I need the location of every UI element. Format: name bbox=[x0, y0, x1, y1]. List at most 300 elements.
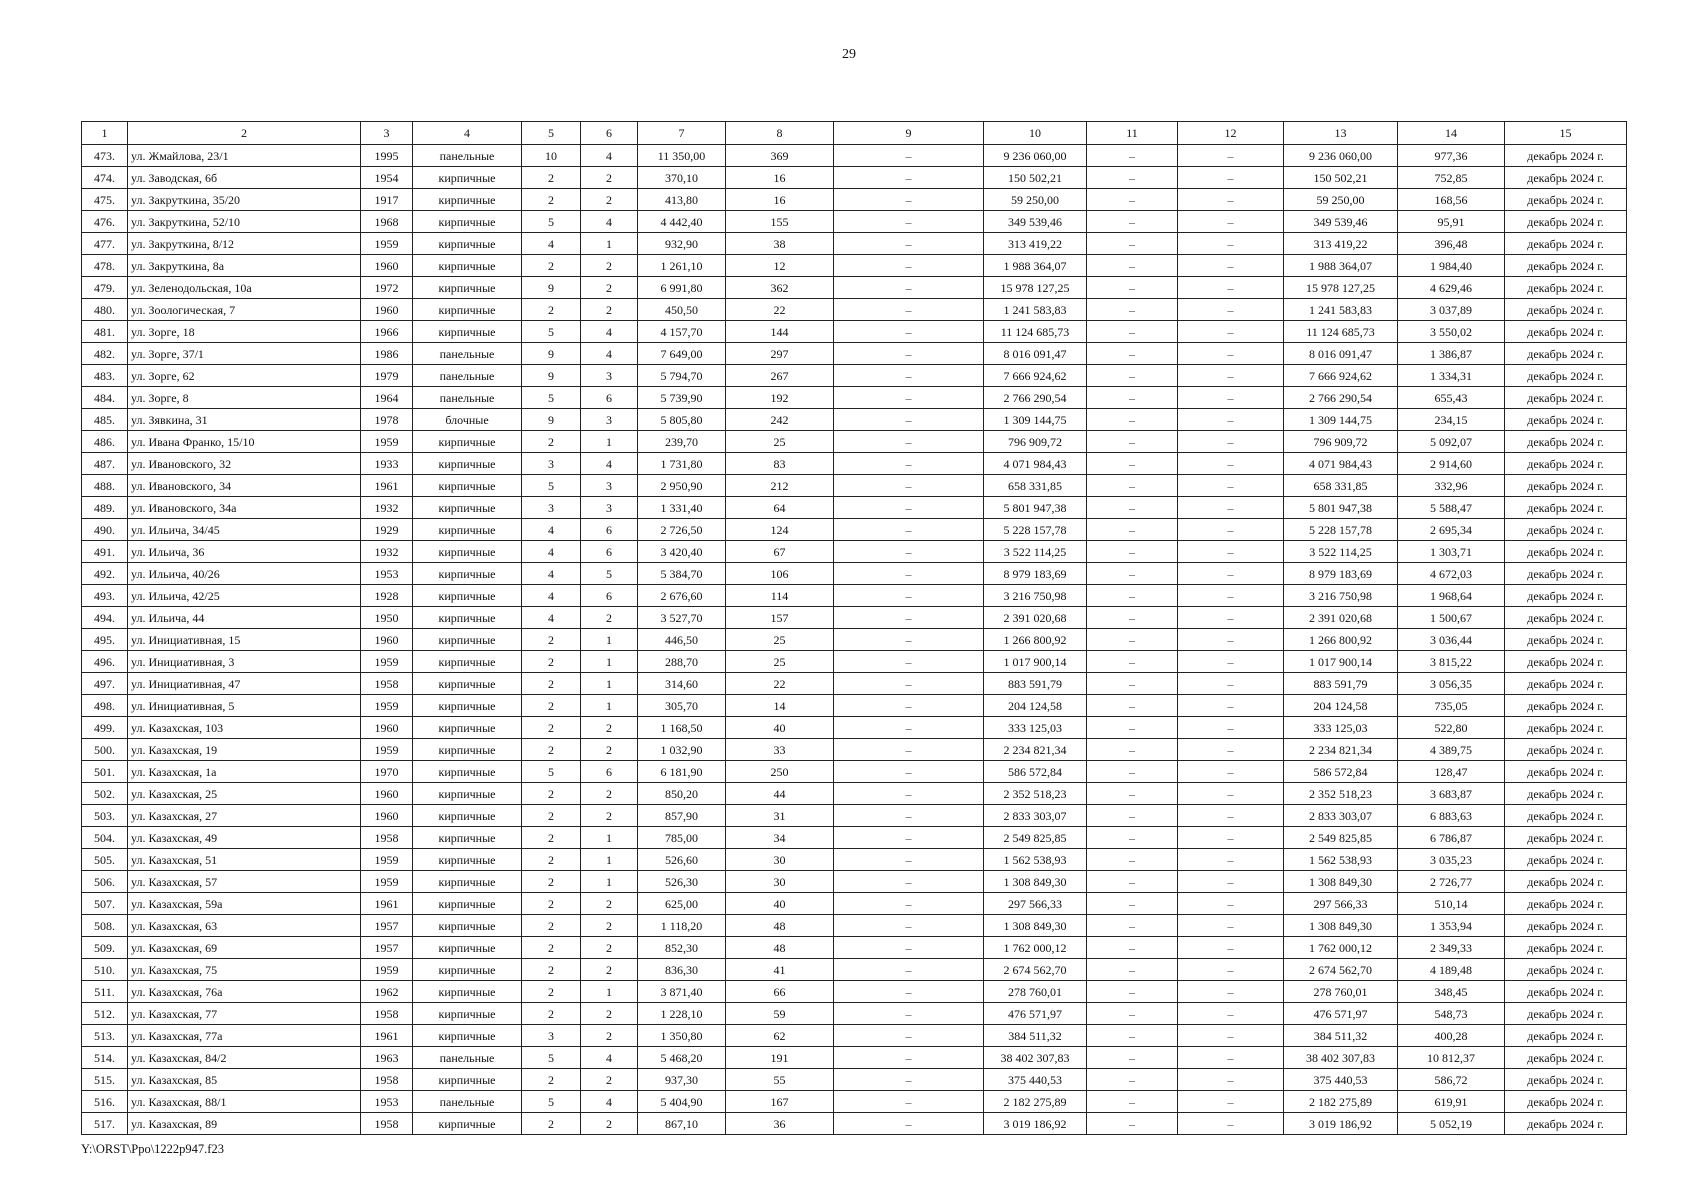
table-cell: 3 036,44 bbox=[1398, 629, 1505, 651]
table-cell: 1963 bbox=[361, 1047, 413, 1069]
table-cell: – bbox=[834, 695, 984, 717]
table-cell: 2 674 562,70 bbox=[984, 959, 1087, 981]
table-cell: 493. bbox=[82, 585, 128, 607]
table-cell: – bbox=[1178, 607, 1284, 629]
table-cell: – bbox=[834, 189, 984, 211]
table-cell: – bbox=[834, 871, 984, 893]
table-cell: 66 bbox=[726, 981, 834, 1003]
table-cell: 1959 bbox=[361, 695, 413, 717]
table-cell: 2 bbox=[581, 937, 638, 959]
table-cell: 313 419,22 bbox=[1284, 233, 1398, 255]
table-cell: 526,60 bbox=[638, 849, 726, 871]
table-cell: 4 157,70 bbox=[638, 321, 726, 343]
table-cell: 1 241 583,83 bbox=[984, 299, 1087, 321]
table-row bbox=[82, 321, 1627, 343]
table-cell: 128,47 bbox=[1398, 761, 1505, 783]
table-cell: 2 914,60 bbox=[1398, 453, 1505, 475]
table-cell: 867,10 bbox=[638, 1113, 726, 1135]
table-cell: кирпичные bbox=[413, 893, 522, 915]
table-row bbox=[82, 783, 1627, 805]
table-cell: ул. Казахская, 51 bbox=[128, 849, 361, 871]
table-cell: – bbox=[834, 497, 984, 519]
column-header: 4 bbox=[413, 122, 522, 145]
table-cell: – bbox=[1087, 233, 1178, 255]
table-cell: 5 801 947,38 bbox=[1284, 497, 1398, 519]
table-cell: 10 bbox=[522, 145, 581, 167]
table-cell: 34 bbox=[726, 827, 834, 849]
table-cell: – bbox=[1087, 871, 1178, 893]
table-cell: 212 bbox=[726, 475, 834, 497]
table-cell: – bbox=[1178, 915, 1284, 937]
table-cell: 314,60 bbox=[638, 673, 726, 695]
table-cell: 3 550,02 bbox=[1398, 321, 1505, 343]
table-cell: 2 bbox=[522, 893, 581, 915]
table-cell: 8 979 183,69 bbox=[984, 563, 1087, 585]
table-cell: 2 833 303,07 bbox=[984, 805, 1087, 827]
column-header: 2 bbox=[128, 122, 361, 145]
table-cell: декабрь 2024 г. bbox=[1505, 981, 1627, 1003]
column-header: 6 bbox=[581, 122, 638, 145]
table-cell: – bbox=[1178, 959, 1284, 981]
table-cell: кирпичные bbox=[413, 871, 522, 893]
table-cell: 38 bbox=[726, 233, 834, 255]
table-cell: – bbox=[834, 321, 984, 343]
table-cell: декабрь 2024 г. bbox=[1505, 607, 1627, 629]
table-cell: 2 bbox=[581, 189, 638, 211]
table-cell: декабрь 2024 г. bbox=[1505, 629, 1627, 651]
table-cell: 1950 bbox=[361, 607, 413, 629]
table-cell: 479. bbox=[82, 277, 128, 299]
table-cell: 5 794,70 bbox=[638, 365, 726, 387]
table-cell: – bbox=[1087, 541, 1178, 563]
table-cell: 586,72 bbox=[1398, 1069, 1505, 1091]
table-cell: 38 402 307,83 bbox=[984, 1047, 1087, 1069]
table-cell: кирпичные bbox=[413, 563, 522, 585]
table-cell: кирпичные bbox=[413, 607, 522, 629]
table-cell: 482. bbox=[82, 343, 128, 365]
table-cell: 1932 bbox=[361, 541, 413, 563]
table-cell: 1962 bbox=[361, 981, 413, 1003]
table-cell: – bbox=[1087, 299, 1178, 321]
table-cell: 3 bbox=[522, 497, 581, 519]
table-cell: кирпичные bbox=[413, 915, 522, 937]
table-cell: 6 786,87 bbox=[1398, 827, 1505, 849]
table-cell: 2 bbox=[522, 651, 581, 673]
table-row bbox=[82, 211, 1627, 233]
table-cell: – bbox=[834, 365, 984, 387]
table-cell: ул. Зорге, 62 bbox=[128, 365, 361, 387]
table-cell: 1 bbox=[581, 629, 638, 651]
table-cell: 349 539,46 bbox=[1284, 211, 1398, 233]
table-row bbox=[82, 365, 1627, 387]
table-cell: 5 404,90 bbox=[638, 1091, 726, 1113]
table-cell: 9 236 060,00 bbox=[1284, 145, 1398, 167]
table-cell: 2 bbox=[522, 981, 581, 1003]
footer-file-path: Y:\ORST\Ppo\1222p947.f23 bbox=[81, 1142, 224, 1156]
table-cell: 384 511,32 bbox=[984, 1025, 1087, 1047]
table-cell: 752,85 bbox=[1398, 167, 1505, 189]
table-cell: 494. bbox=[82, 607, 128, 629]
table-cell: декабрь 2024 г. bbox=[1505, 739, 1627, 761]
table-cell: 1917 bbox=[361, 189, 413, 211]
page-number: 29 bbox=[842, 47, 856, 62]
table-cell: 3 019 186,92 bbox=[1284, 1113, 1398, 1135]
table-cell: декабрь 2024 г. bbox=[1505, 541, 1627, 563]
table-cell: 25 bbox=[726, 651, 834, 673]
table-cell: 1 988 364,07 bbox=[1284, 255, 1398, 277]
table-cell: 2 bbox=[581, 255, 638, 277]
table-row bbox=[82, 761, 1627, 783]
table-row bbox=[82, 805, 1627, 827]
table-cell: декабрь 2024 г. bbox=[1505, 563, 1627, 585]
table-cell: 1968 bbox=[361, 211, 413, 233]
table-cell: – bbox=[1178, 1113, 1284, 1135]
table-row bbox=[82, 673, 1627, 695]
table-cell: 1953 bbox=[361, 563, 413, 585]
table-cell: 2 391 020,68 bbox=[1284, 607, 1398, 629]
table-cell: ул. Зорге, 18 bbox=[128, 321, 361, 343]
table-cell: декабрь 2024 г. bbox=[1505, 211, 1627, 233]
table-cell: 2 bbox=[581, 277, 638, 299]
table-cell: 3 216 750,98 bbox=[984, 585, 1087, 607]
table-row bbox=[82, 541, 1627, 563]
table-cell: 2 bbox=[522, 1069, 581, 1091]
table-cell: 2 bbox=[522, 431, 581, 453]
table-cell: 288,70 bbox=[638, 651, 726, 673]
table-cell: панельные bbox=[413, 387, 522, 409]
table-cell: 510. bbox=[82, 959, 128, 981]
table-cell: 1 bbox=[581, 651, 638, 673]
table-cell: 1 562 538,93 bbox=[984, 849, 1087, 871]
table-cell: – bbox=[834, 519, 984, 541]
table-cell: декабрь 2024 г. bbox=[1505, 167, 1627, 189]
table-cell: кирпичные bbox=[413, 651, 522, 673]
table-cell: 5 bbox=[522, 761, 581, 783]
table-cell: 2 bbox=[581, 805, 638, 827]
table-cell: – bbox=[834, 717, 984, 739]
table-cell: 25 bbox=[726, 431, 834, 453]
table-cell: – bbox=[1178, 211, 1284, 233]
table-cell: – bbox=[1087, 145, 1178, 167]
table-cell: – bbox=[1087, 651, 1178, 673]
table-cell: кирпичные bbox=[413, 167, 522, 189]
table-cell: 1961 bbox=[361, 1025, 413, 1047]
table-cell: 8 016 091,47 bbox=[984, 343, 1087, 365]
table-cell: – bbox=[834, 1091, 984, 1113]
table-cell: 2 950,90 bbox=[638, 475, 726, 497]
table-cell: декабрь 2024 г. bbox=[1505, 585, 1627, 607]
table-cell: ул. Ильича, 36 bbox=[128, 541, 361, 563]
table-cell: 191 bbox=[726, 1047, 834, 1069]
table-cell: 4 071 984,43 bbox=[1284, 453, 1398, 475]
table-cell: 478. bbox=[82, 255, 128, 277]
table-row bbox=[82, 497, 1627, 519]
table-cell: декабрь 2024 г. bbox=[1505, 321, 1627, 343]
table-cell: 4 bbox=[522, 519, 581, 541]
table-cell: 474. bbox=[82, 167, 128, 189]
table-cell: – bbox=[834, 145, 984, 167]
table-cell: 4 bbox=[581, 145, 638, 167]
table-cell: 2 bbox=[522, 1113, 581, 1135]
table-cell: ул. Ивановского, 34 bbox=[128, 475, 361, 497]
table-cell: 526,30 bbox=[638, 871, 726, 893]
table-cell: декабрь 2024 г. bbox=[1505, 827, 1627, 849]
table-cell: кирпичные bbox=[413, 497, 522, 519]
table-cell: 150 502,21 bbox=[1284, 167, 1398, 189]
table-cell: 499. bbox=[82, 717, 128, 739]
table-cell: ул. Казахская, 77а bbox=[128, 1025, 361, 1047]
table-cell: блочные bbox=[413, 409, 522, 431]
table-cell: 503. bbox=[82, 805, 128, 827]
table-cell: 2 bbox=[581, 893, 638, 915]
table-cell: 2 352 518,23 bbox=[984, 783, 1087, 805]
table-cell: – bbox=[1087, 827, 1178, 849]
column-header: 15 bbox=[1505, 122, 1627, 145]
table-cell: 1 968,64 bbox=[1398, 585, 1505, 607]
table-cell: – bbox=[1178, 937, 1284, 959]
table-cell: 1 762 000,12 bbox=[1284, 937, 1398, 959]
table-cell: 517. bbox=[82, 1113, 128, 1135]
table-cell: 6 bbox=[581, 585, 638, 607]
table-cell: 2 726,77 bbox=[1398, 871, 1505, 893]
table-cell: – bbox=[1087, 1025, 1178, 1047]
table-cell: панельные bbox=[413, 1047, 522, 1069]
table-cell: 10 812,37 bbox=[1398, 1047, 1505, 1069]
table-cell: 59 250,00 bbox=[984, 189, 1087, 211]
table-cell: – bbox=[1178, 893, 1284, 915]
table-cell: 4 bbox=[522, 585, 581, 607]
table-cell: 2 bbox=[581, 299, 638, 321]
table-cell: 362 bbox=[726, 277, 834, 299]
table-cell: 1 308 849,30 bbox=[1284, 871, 1398, 893]
table-cell: ул. Жмайлова, 23/1 bbox=[128, 145, 361, 167]
table-cell: 473. bbox=[82, 145, 128, 167]
table-cell: 2 674 562,70 bbox=[1284, 959, 1398, 981]
table-cell: 505. bbox=[82, 849, 128, 871]
table-cell: кирпичные bbox=[413, 761, 522, 783]
table-cell: 2 bbox=[522, 717, 581, 739]
table-cell: 490. bbox=[82, 519, 128, 541]
table-cell: 48 bbox=[726, 915, 834, 937]
column-header: 12 bbox=[1178, 122, 1284, 145]
table-cell: – bbox=[1087, 387, 1178, 409]
table-cell: – bbox=[834, 893, 984, 915]
table-row bbox=[82, 827, 1627, 849]
table-cell: 2 726,50 bbox=[638, 519, 726, 541]
table-cell: – bbox=[1087, 519, 1178, 541]
table-cell: 5 bbox=[581, 563, 638, 585]
table-cell: – bbox=[1178, 167, 1284, 189]
table-row bbox=[82, 651, 1627, 673]
table-cell: 977,36 bbox=[1398, 145, 1505, 167]
table-cell: ул. Зеленодольская, 10а bbox=[128, 277, 361, 299]
table-cell: 2 bbox=[522, 189, 581, 211]
table-cell: 1960 bbox=[361, 805, 413, 827]
table-cell: декабрь 2024 г. bbox=[1505, 365, 1627, 387]
table-cell: 1 303,71 bbox=[1398, 541, 1505, 563]
table-cell: – bbox=[1087, 739, 1178, 761]
table-cell: 2 352 518,23 bbox=[1284, 783, 1398, 805]
table-cell: декабрь 2024 г. bbox=[1505, 871, 1627, 893]
table-cell: 485. bbox=[82, 409, 128, 431]
table-cell: – bbox=[1178, 189, 1284, 211]
table-cell: 348,45 bbox=[1398, 981, 1505, 1003]
table-cell: декабрь 2024 г. bbox=[1505, 893, 1627, 915]
table-cell: – bbox=[834, 673, 984, 695]
table-cell: 4 bbox=[522, 563, 581, 585]
table-cell: декабрь 2024 г. bbox=[1505, 145, 1627, 167]
table-cell: декабрь 2024 г. bbox=[1505, 849, 1627, 871]
table-cell: ул. Казахская, 84/2 bbox=[128, 1047, 361, 1069]
table-cell: 3 019 186,92 bbox=[984, 1113, 1087, 1135]
table-cell: 2 bbox=[581, 607, 638, 629]
table-cell: кирпичные bbox=[413, 937, 522, 959]
table-cell: 2 766 290,54 bbox=[1284, 387, 1398, 409]
table-cell: 2 bbox=[522, 937, 581, 959]
table-cell: 168,56 bbox=[1398, 189, 1505, 211]
table-cell: 1 562 538,93 bbox=[1284, 849, 1398, 871]
table-cell: 501. bbox=[82, 761, 128, 783]
column-header: 10 bbox=[984, 122, 1087, 145]
table-cell: 7 666 924,62 bbox=[984, 365, 1087, 387]
table-cell: 144 bbox=[726, 321, 834, 343]
table-cell: – bbox=[1087, 563, 1178, 585]
table-cell: 22 bbox=[726, 673, 834, 695]
table-cell: 8 016 091,47 bbox=[1284, 343, 1398, 365]
table-row bbox=[82, 453, 1627, 475]
table-cell: декабрь 2024 г. bbox=[1505, 651, 1627, 673]
table-cell: кирпичные bbox=[413, 981, 522, 1003]
table-cell: 16 bbox=[726, 189, 834, 211]
table-row bbox=[82, 1069, 1627, 1091]
table-cell: 487. bbox=[82, 453, 128, 475]
table-cell: ул. Казахская, 75 bbox=[128, 959, 361, 981]
table-cell: 1 017 900,14 bbox=[1284, 651, 1398, 673]
table-cell: 1 241 583,83 bbox=[1284, 299, 1398, 321]
table-cell: 5 bbox=[522, 475, 581, 497]
table-cell: 796 909,72 bbox=[984, 431, 1087, 453]
table-cell: 735,05 bbox=[1398, 695, 1505, 717]
table-cell: кирпичные bbox=[413, 739, 522, 761]
table-cell: – bbox=[834, 629, 984, 651]
table-cell: кирпичные bbox=[413, 1025, 522, 1047]
table-cell: – bbox=[1178, 365, 1284, 387]
table-cell: 1979 bbox=[361, 365, 413, 387]
table-cell: 2 766 290,54 bbox=[984, 387, 1087, 409]
table-cell: 1958 bbox=[361, 827, 413, 849]
table-cell: 332,96 bbox=[1398, 475, 1505, 497]
table-cell: 106 bbox=[726, 563, 834, 585]
table-cell: – bbox=[1087, 365, 1178, 387]
table-cell: кирпичные bbox=[413, 541, 522, 563]
table-cell: – bbox=[834, 475, 984, 497]
table-cell: ул. Казахская, 59а bbox=[128, 893, 361, 915]
table-cell: 586 572,84 bbox=[984, 761, 1087, 783]
table-row bbox=[82, 585, 1627, 607]
table-cell: – bbox=[1087, 805, 1178, 827]
column-header: 7 bbox=[638, 122, 726, 145]
table-cell: кирпичные bbox=[413, 717, 522, 739]
column-header: 3 bbox=[361, 122, 413, 145]
table-cell: 511. bbox=[82, 981, 128, 1003]
table-cell: ул. Казахская, 27 bbox=[128, 805, 361, 827]
table-cell: – bbox=[1178, 145, 1284, 167]
table-cell: 1 266 800,92 bbox=[1284, 629, 1398, 651]
table-cell: 413,80 bbox=[638, 189, 726, 211]
table-cell: 476 571,97 bbox=[1284, 1003, 1398, 1025]
table-cell: ул. Инициативная, 47 bbox=[128, 673, 361, 695]
table-cell: кирпичные bbox=[413, 1003, 522, 1025]
table-cell: – bbox=[834, 739, 984, 761]
table-row bbox=[82, 255, 1627, 277]
table-cell: 1961 bbox=[361, 475, 413, 497]
table-cell: декабрь 2024 г. bbox=[1505, 717, 1627, 739]
table-cell: – bbox=[1178, 805, 1284, 827]
table-cell: 446,50 bbox=[638, 629, 726, 651]
table-cell: 2 bbox=[522, 959, 581, 981]
table-row bbox=[82, 1047, 1627, 1069]
table-cell: ул. Зорге, 8 bbox=[128, 387, 361, 409]
table-cell: 512. bbox=[82, 1003, 128, 1025]
table-cell: – bbox=[1087, 343, 1178, 365]
table-cell: 242 bbox=[726, 409, 834, 431]
table-cell: 1959 bbox=[361, 233, 413, 255]
table-cell: – bbox=[1087, 937, 1178, 959]
table-cell: 658 331,85 bbox=[1284, 475, 1398, 497]
table-cell: 484. bbox=[82, 387, 128, 409]
table-cell: – bbox=[1087, 475, 1178, 497]
table-cell: 5 384,70 bbox=[638, 563, 726, 585]
column-header: 9 bbox=[834, 122, 984, 145]
table-cell: 2 bbox=[522, 629, 581, 651]
table-cell: 40 bbox=[726, 893, 834, 915]
table-cell: 2 391 020,68 bbox=[984, 607, 1087, 629]
table-cell: 297 bbox=[726, 343, 834, 365]
table-cell: ул. Инициативная, 15 bbox=[128, 629, 361, 651]
table-cell: 2 bbox=[522, 827, 581, 849]
table-cell: – bbox=[834, 1025, 984, 1047]
table-cell: 477. bbox=[82, 233, 128, 255]
table-cell: ул. Ивановского, 34а bbox=[128, 497, 361, 519]
table-cell: 2 bbox=[581, 717, 638, 739]
table-cell: 6 bbox=[581, 387, 638, 409]
table-cell: декабрь 2024 г. bbox=[1505, 233, 1627, 255]
table-cell: 9 bbox=[522, 409, 581, 431]
table-cell: 1960 bbox=[361, 783, 413, 805]
table-cell: 2 bbox=[581, 1113, 638, 1135]
table-cell: 239,70 bbox=[638, 431, 726, 453]
table-cell: 513. bbox=[82, 1025, 128, 1047]
table-cell: 95,91 bbox=[1398, 211, 1505, 233]
table-cell: 7 649,00 bbox=[638, 343, 726, 365]
table-cell: 3 683,87 bbox=[1398, 783, 1505, 805]
table-cell: 1959 bbox=[361, 431, 413, 453]
table-cell: кирпичные bbox=[413, 959, 522, 981]
table-cell: 267 bbox=[726, 365, 834, 387]
table-cell: 7 666 924,62 bbox=[1284, 365, 1398, 387]
table-cell: – bbox=[834, 167, 984, 189]
table-cell: декабрь 2024 г. bbox=[1505, 1025, 1627, 1047]
table-cell: 22 bbox=[726, 299, 834, 321]
table-cell: 5 739,90 bbox=[638, 387, 726, 409]
table-cell: 234,15 bbox=[1398, 409, 1505, 431]
table-cell: 3 bbox=[581, 409, 638, 431]
table-cell: – bbox=[834, 981, 984, 1003]
table-cell: 6 bbox=[581, 541, 638, 563]
table-cell: 5 801 947,38 bbox=[984, 497, 1087, 519]
table-cell: 500. bbox=[82, 739, 128, 761]
table-cell: – bbox=[834, 915, 984, 937]
